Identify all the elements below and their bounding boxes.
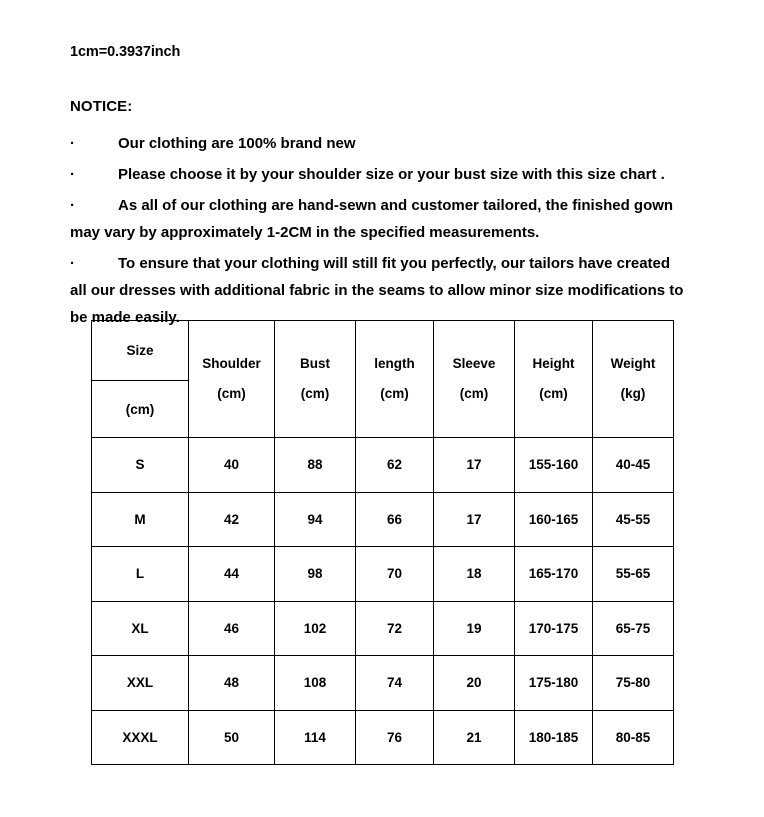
header-length-unit: (cm) [380,386,409,401]
cell-sleeve: 17 [434,438,515,493]
notice-text: Please choose it by your shoulder size or your bust size with this size chart . [118,166,665,183]
cell-weight: 80-85 [593,710,674,765]
table-row [92,438,674,493]
cell-bust: 88 [275,438,356,493]
cell-length: 74 [356,656,434,711]
header-length [356,321,434,438]
cell-bust: 114 [275,710,356,765]
cell-weight: 65-75 [593,601,674,656]
cell-bust: 102 [275,601,356,656]
header-sleeve [434,321,515,438]
size-chart-table [91,320,674,765]
header-sleeve-unit: (cm) [459,386,489,401]
cell-shoulder: 44 [189,547,275,602]
cell-bust: 94 [275,492,356,547]
table-row [92,547,674,602]
cell-shoulder: 50 [189,710,275,765]
cell-length: 72 [356,601,434,656]
cell-shoulder: 40 [189,438,275,493]
header-shoulder-name: Shoulder [202,356,261,371]
bullet-marker: · [70,135,75,152]
cell-size: L [92,547,189,602]
notice-list-item [70,250,690,331]
cell-sleeve: 20 [434,656,515,711]
header-bust-name: Bust [300,356,330,371]
cell-weight: 45-55 [593,492,674,547]
cell-shoulder: 46 [189,601,275,656]
cell-length: 70 [356,547,434,602]
cell-weight: 75-80 [593,656,674,711]
cell-weight: 40-45 [593,438,674,493]
table-row [92,601,674,656]
cell-length: 62 [356,438,434,493]
cell-height: 155-160 [515,438,593,493]
notice-list-item [70,161,690,188]
unit-conversion-note: 1cm=0.3937inch [70,44,181,60]
cell-height: 170-175 [515,601,593,656]
cell-height: 160-165 [515,492,593,547]
header-height [515,321,593,438]
bullet-marker: · [70,166,75,183]
cell-size: XXXL [92,710,189,765]
header-weight-unit: (kg) [620,386,646,401]
cell-size: XXL [92,656,189,711]
header-shoulder-unit: (cm) [217,386,246,401]
cell-length: 76 [356,710,434,765]
cell-weight: 55-65 [593,547,674,602]
cell-bust: 98 [275,547,356,602]
header-height-name: Height [532,356,575,371]
cell-bust: 108 [275,656,356,711]
cell-height: 175-180 [515,656,593,711]
notice-list-item [70,192,690,246]
notice-heading: NOTICE: [70,98,133,115]
header-height-unit: (cm) [539,386,568,401]
notice-section [70,97,690,335]
bullet-marker: · [70,197,75,214]
bullet-marker: · [70,255,75,272]
header-bust-unit: (cm) [300,386,330,401]
cell-size: S [92,438,189,493]
table-row [92,656,674,711]
cell-size: XL [92,601,189,656]
cell-height: 180-185 [515,710,593,765]
cell-sleeve: 17 [434,492,515,547]
notice-text: To ensure that your clothing will still fit you perfectly, our tailors have created all our dresses with additional fabric in the seams to allow minor size modifications to be made easily. [70,255,684,326]
header-bust [275,321,356,438]
size-chart-table-container [91,320,674,765]
table-header-row [92,321,674,381]
header-size-unit: (cm) [92,381,189,438]
cell-height: 165-170 [515,547,593,602]
table-row [92,710,674,765]
notice-text: As all of our clothing are hand-sewn and customer tailored, the finished gown may vary by approximately 1-2CM in the specified measurements. [70,197,674,241]
cell-shoulder: 42 [189,492,275,547]
notice-text: Our clothing are 100% brand new [118,135,356,152]
header-sleeve-name: Sleeve [452,356,496,371]
cell-length: 66 [356,492,434,547]
cell-shoulder: 48 [189,656,275,711]
header-size-label: Size [92,321,189,381]
table-row [92,492,674,547]
header-shoulder [189,321,275,438]
cell-size: M [92,492,189,547]
cell-sleeve: 21 [434,710,515,765]
header-length-name: length [374,356,415,371]
header-weight-name: Weight [610,356,656,371]
notice-list-item [70,130,690,157]
cell-sleeve: 19 [434,601,515,656]
cell-sleeve: 18 [434,547,515,602]
header-weight [593,321,674,438]
